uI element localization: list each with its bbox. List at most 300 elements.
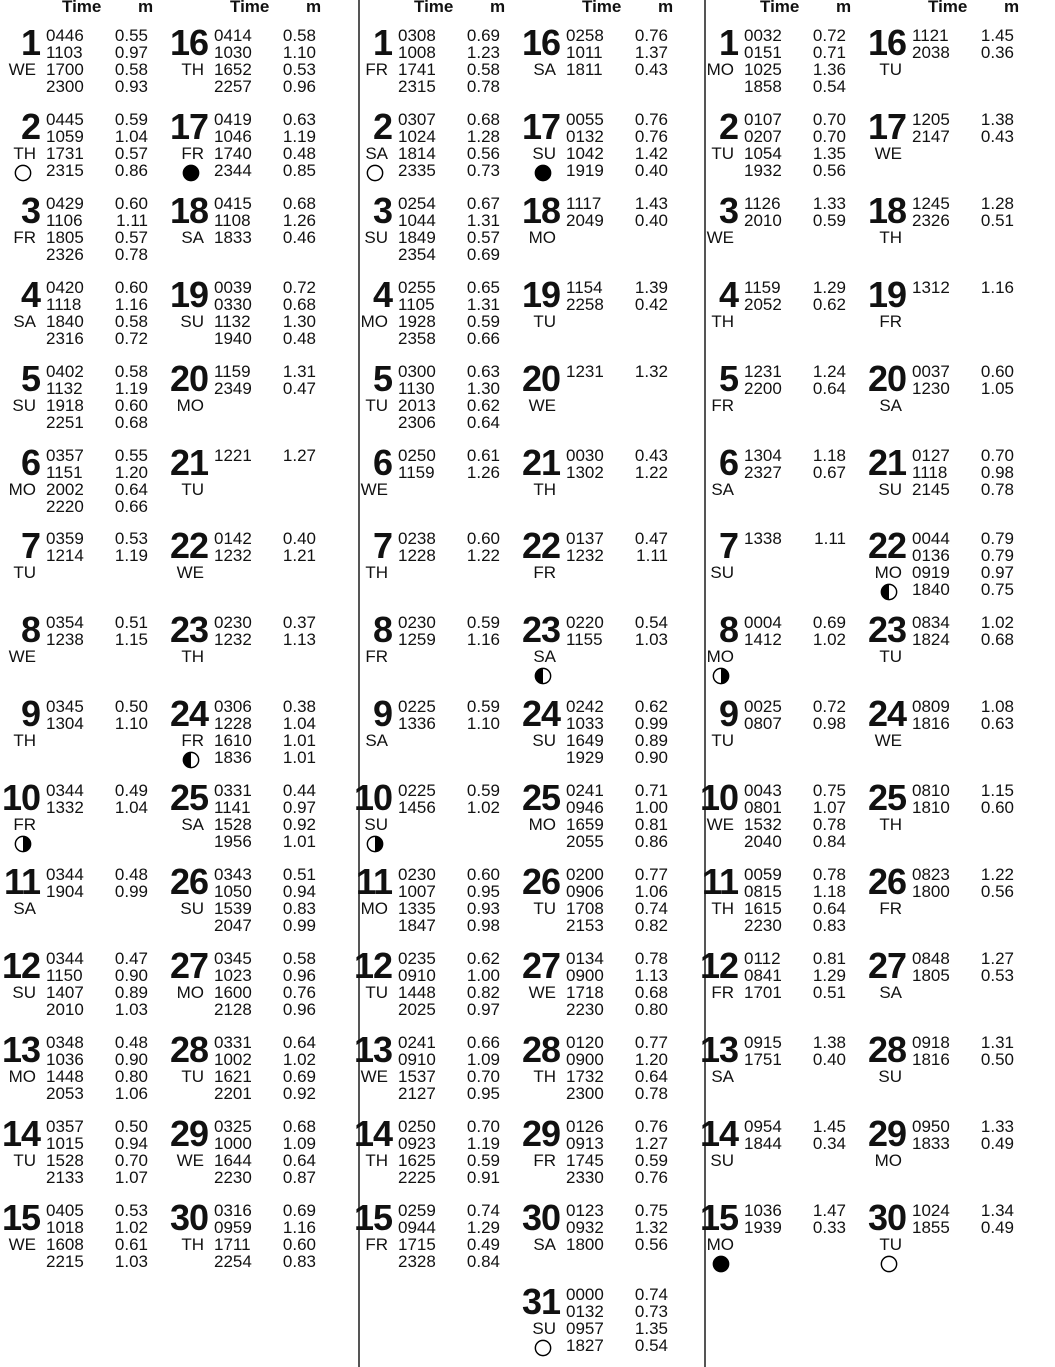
tide-height: 1.02 bbox=[282, 1049, 316, 1069]
tide-row bbox=[912, 195, 1014, 212]
tide-time: 1130 bbox=[398, 378, 435, 398]
tide-height: 0.54 bbox=[812, 77, 846, 96]
weekday-label: SU bbox=[878, 479, 902, 499]
tide-rows bbox=[912, 27, 1014, 61]
tide-time: 1150 bbox=[46, 965, 83, 985]
tide-row bbox=[744, 363, 846, 380]
tide-height: 1.34 bbox=[980, 1200, 1014, 1220]
tide-time: 0225 bbox=[398, 781, 436, 801]
tide-time: 2230 bbox=[744, 916, 782, 935]
day-number: 6 bbox=[718, 441, 738, 483]
tide-rows bbox=[398, 447, 500, 481]
tide-time: 0235 bbox=[398, 948, 436, 968]
tide-time: 0132 bbox=[566, 126, 604, 146]
tide-height: 0.56 bbox=[634, 1234, 668, 1254]
tide-row bbox=[214, 44, 316, 61]
tide-time: 2300 bbox=[46, 77, 84, 96]
tide-row bbox=[566, 698, 668, 715]
tide-row bbox=[912, 464, 1014, 481]
tide-height: 0.85 bbox=[282, 160, 316, 180]
tide-height: 0.60 bbox=[114, 395, 148, 415]
tide-time: 1816 bbox=[912, 1049, 950, 1069]
weekday-label: SA bbox=[181, 227, 204, 247]
tide-row bbox=[566, 111, 668, 128]
tide-time: 0000 bbox=[566, 1284, 604, 1304]
day-entry bbox=[168, 106, 336, 189]
tide-time: 0230 bbox=[398, 865, 436, 884]
tide-height: 0.63 bbox=[980, 714, 1014, 734]
tide-height: 0.74 bbox=[466, 1200, 500, 1220]
tide-height: 0.94 bbox=[282, 882, 316, 901]
tide-time: 0043 bbox=[744, 781, 782, 801]
tide-height: 0.59 bbox=[466, 1150, 500, 1170]
tide-time: 2326 bbox=[912, 210, 950, 230]
tide-height: 1.10 bbox=[282, 43, 316, 62]
tide-row bbox=[214, 229, 316, 246]
tide-height: 0.69 bbox=[812, 613, 846, 633]
tide-time: 1940 bbox=[214, 328, 252, 348]
tide-height: 0.64 bbox=[282, 1032, 316, 1052]
weekday-label: TU bbox=[181, 1066, 204, 1086]
tide-row bbox=[398, 61, 500, 78]
tide-row bbox=[398, 195, 500, 212]
tide-rows bbox=[744, 950, 846, 1001]
tide-row bbox=[744, 1118, 846, 1135]
tide-time: 1840 bbox=[46, 311, 84, 331]
tide-rows bbox=[744, 1034, 846, 1068]
tide-row bbox=[744, 1051, 846, 1068]
tide-row bbox=[912, 1202, 1014, 1219]
tide-time: 0446 bbox=[46, 26, 84, 45]
tide-height: 0.76 bbox=[634, 1116, 668, 1136]
tide-rows bbox=[46, 950, 148, 1018]
tide-row bbox=[566, 1320, 668, 1337]
tide-time: 1412 bbox=[744, 630, 782, 650]
tide-height: 0.78 bbox=[812, 865, 846, 884]
tide-row bbox=[912, 698, 1014, 715]
tide-row bbox=[214, 1152, 316, 1169]
tide-rows bbox=[46, 530, 148, 564]
tide-row bbox=[214, 313, 316, 330]
day-number: 21 bbox=[169, 441, 208, 483]
tide-height: 1.04 bbox=[282, 714, 316, 734]
tide-height: 1.15 bbox=[114, 630, 148, 650]
tide-height: 1.22 bbox=[980, 865, 1014, 884]
tide-time: 0900 bbox=[566, 965, 604, 985]
tide-height: 1.03 bbox=[634, 630, 668, 650]
day-number: 25 bbox=[867, 777, 906, 819]
day-number: 17 bbox=[169, 105, 208, 147]
tide-row bbox=[46, 498, 148, 515]
tide-time: 0402 bbox=[46, 361, 84, 381]
tide-time: 0151 bbox=[744, 43, 782, 62]
tide-time: 0137 bbox=[566, 529, 604, 549]
weekday-label: WE bbox=[874, 143, 902, 163]
tide-height: 1.23 bbox=[466, 43, 500, 62]
tide-height: 0.53 bbox=[282, 60, 316, 79]
day-entry bbox=[168, 861, 336, 944]
tide-rows bbox=[214, 530, 316, 564]
tide-time: 0307 bbox=[398, 109, 436, 129]
day-number: 20 bbox=[867, 357, 906, 399]
tide-row bbox=[398, 614, 500, 631]
tide-row bbox=[566, 950, 668, 967]
tide-row bbox=[398, 984, 500, 1001]
day-entry bbox=[168, 1197, 336, 1280]
tide-height: 1.35 bbox=[634, 1318, 668, 1338]
tide-height: 0.83 bbox=[282, 899, 316, 918]
tide-time: 1118 bbox=[912, 462, 948, 482]
tide-time: 1230 bbox=[912, 378, 950, 398]
tide-time: 2335 bbox=[398, 160, 436, 180]
tide-time: 0258 bbox=[566, 26, 604, 45]
tide-time: 1245 bbox=[912, 193, 950, 213]
tide-height: 0.75 bbox=[980, 580, 1014, 600]
tide-row bbox=[912, 715, 1014, 732]
tide-time: 2047 bbox=[214, 916, 252, 935]
day-number: 26 bbox=[521, 861, 560, 902]
tide-time: 2010 bbox=[46, 999, 84, 1019]
day-entry bbox=[866, 1113, 1034, 1196]
tide-height: 0.64 bbox=[812, 899, 846, 918]
tide-rows bbox=[566, 866, 668, 934]
weekday-label: SA bbox=[711, 1066, 734, 1086]
last-quarter-icon bbox=[880, 583, 898, 601]
tide-row bbox=[744, 530, 846, 547]
tide-rows bbox=[46, 1118, 148, 1186]
tide-time: 1205 bbox=[912, 109, 950, 129]
tide-height: 1.29 bbox=[812, 277, 846, 297]
weekday-label: SA bbox=[365, 731, 388, 751]
day-number: 6 bbox=[372, 441, 392, 483]
tide-row bbox=[46, 313, 148, 330]
tide-rows bbox=[46, 195, 148, 263]
day-number: 30 bbox=[169, 1196, 208, 1238]
day-number: 30 bbox=[867, 1196, 906, 1238]
tide-height: 0.70 bbox=[812, 109, 846, 129]
tide-row bbox=[46, 1034, 148, 1051]
day-number: 23 bbox=[521, 609, 560, 651]
tide-height: 0.79 bbox=[980, 529, 1014, 549]
tide-height: 0.83 bbox=[812, 916, 846, 935]
tide-time: 0906 bbox=[566, 882, 604, 901]
tide-height: 0.60 bbox=[466, 865, 500, 884]
tide-row bbox=[744, 78, 846, 95]
day-number: 26 bbox=[169, 861, 208, 902]
tide-height: 0.99 bbox=[282, 916, 316, 935]
tide-row bbox=[566, 782, 668, 799]
tide-time: 1228 bbox=[214, 714, 252, 734]
tide-time: 1024 bbox=[912, 1200, 950, 1220]
tide-time: 1448 bbox=[46, 1066, 84, 1086]
tide-time: 0259 bbox=[398, 1200, 436, 1220]
tide-height: 0.99 bbox=[634, 714, 668, 734]
day-number: 18 bbox=[867, 189, 906, 231]
tide-time: 2349 bbox=[214, 378, 252, 398]
tide-time: 1338 bbox=[744, 529, 782, 549]
tide-time: 1231 bbox=[744, 361, 782, 381]
tide-time: 1000 bbox=[214, 1133, 252, 1153]
tide-time: 1008 bbox=[398, 43, 436, 62]
tide-row bbox=[912, 44, 1014, 61]
tide-row bbox=[46, 447, 148, 464]
tide-time: 1448 bbox=[398, 982, 436, 1002]
day-number: 8 bbox=[718, 609, 738, 651]
first-quarter-icon bbox=[366, 835, 384, 853]
day-entry bbox=[698, 442, 866, 525]
weekday-label: SU bbox=[532, 731, 556, 751]
tide-height: 0.95 bbox=[466, 882, 500, 901]
tide-row bbox=[214, 363, 316, 380]
tide-height: 0.84 bbox=[812, 832, 846, 852]
day-number: 13 bbox=[1, 1028, 40, 1070]
tide-time: 1456 bbox=[398, 798, 436, 818]
tide-row bbox=[46, 78, 148, 95]
tide-height: 1.20 bbox=[114, 462, 148, 482]
tide-time: 1847 bbox=[398, 916, 436, 935]
tide-rows bbox=[744, 363, 846, 397]
tide-height: 0.82 bbox=[634, 916, 668, 935]
day-entry bbox=[168, 945, 336, 1028]
day-number: 16 bbox=[521, 22, 560, 63]
tide-row bbox=[214, 1118, 316, 1135]
day-number: 20 bbox=[169, 357, 208, 399]
tide-time: 2300 bbox=[566, 1083, 604, 1103]
day-number: 15 bbox=[353, 1196, 392, 1238]
tide-height: 0.98 bbox=[812, 714, 846, 734]
weekday-label: WE bbox=[706, 815, 734, 835]
tide-row bbox=[398, 111, 500, 128]
tide-height: 0.51 bbox=[114, 613, 148, 633]
tide-row bbox=[912, 111, 1014, 128]
tide-row bbox=[398, 212, 500, 229]
tide-row bbox=[214, 698, 316, 715]
tide-time: 2330 bbox=[566, 1167, 604, 1187]
tide-height: 0.76 bbox=[634, 26, 668, 45]
tide-time: 1015 bbox=[46, 1133, 84, 1153]
tide-row bbox=[398, 1169, 500, 1186]
day-number: 13 bbox=[699, 1028, 738, 1070]
tide-height: 1.26 bbox=[282, 210, 316, 230]
tide-time: 1615 bbox=[744, 899, 782, 918]
tide-row bbox=[46, 866, 148, 883]
tide-row bbox=[398, 1253, 500, 1270]
tide-row bbox=[214, 212, 316, 229]
day-number: 26 bbox=[867, 861, 906, 902]
tide-row bbox=[566, 1034, 668, 1051]
tide-rows bbox=[214, 1034, 316, 1102]
tide-time: 1126 bbox=[744, 193, 781, 213]
weekday-label: WE bbox=[706, 227, 734, 247]
day-entry bbox=[352, 693, 520, 776]
day-entry bbox=[520, 693, 688, 776]
tide-rows bbox=[398, 1034, 500, 1102]
tide-time: 0207 bbox=[744, 126, 782, 146]
tide-time: 1025 bbox=[744, 60, 782, 79]
tide-row bbox=[744, 195, 846, 212]
tide-row bbox=[566, 162, 668, 179]
tide-height: 0.33 bbox=[812, 1217, 846, 1237]
tide-height: 0.40 bbox=[634, 210, 668, 230]
tide-row bbox=[912, 1051, 1014, 1068]
tide-row bbox=[744, 967, 846, 984]
tide-time: 2200 bbox=[744, 378, 782, 398]
day-entry bbox=[168, 274, 336, 357]
day-entry bbox=[168, 609, 336, 692]
tide-rows bbox=[46, 866, 148, 900]
day-entry bbox=[0, 1113, 168, 1196]
tide-height: 1.18 bbox=[812, 445, 846, 465]
day-entry bbox=[866, 358, 1034, 441]
day-entry bbox=[168, 525, 336, 608]
tide-rows bbox=[566, 111, 668, 179]
tide-row bbox=[214, 380, 316, 397]
tide-rows bbox=[398, 279, 500, 347]
tide-height: 0.53 bbox=[980, 965, 1014, 985]
tide-time: 0107 bbox=[744, 109, 782, 129]
tide-height: 0.48 bbox=[114, 1032, 148, 1052]
tide-rows bbox=[46, 279, 148, 347]
tide-height: 0.69 bbox=[282, 1066, 316, 1086]
tide-time: 1731 bbox=[46, 143, 84, 163]
tide-time: 0841 bbox=[744, 965, 782, 985]
tide-row bbox=[46, 1169, 148, 1186]
tide-height: 0.47 bbox=[282, 378, 316, 398]
tide-time: 1528 bbox=[214, 815, 252, 835]
weekday-label: FR bbox=[13, 815, 36, 835]
tide-time: 1221 bbox=[214, 445, 252, 465]
tide-row bbox=[46, 44, 148, 61]
tide-time: 2002 bbox=[46, 479, 84, 499]
tide-row bbox=[566, 883, 668, 900]
tide-row bbox=[566, 1303, 668, 1320]
tide-height: 0.97 bbox=[282, 798, 316, 818]
tide-time: 0255 bbox=[398, 277, 436, 297]
tide-row bbox=[214, 614, 316, 631]
tide-height: 1.00 bbox=[634, 798, 668, 818]
tide-row bbox=[398, 1219, 500, 1236]
tide-height: 1.03 bbox=[114, 999, 148, 1019]
day-entry bbox=[0, 274, 168, 357]
tide-height: 1.06 bbox=[114, 1083, 148, 1103]
tide-height: 0.59 bbox=[466, 613, 500, 633]
tide-height: 0.60 bbox=[114, 193, 148, 213]
tide-time: 0419 bbox=[214, 109, 252, 129]
tide-row bbox=[912, 614, 1014, 631]
tide-time: 1002 bbox=[214, 1049, 252, 1069]
tide-time: 0325 bbox=[214, 1116, 252, 1136]
tide-row bbox=[398, 330, 500, 347]
tide-row bbox=[398, 1236, 500, 1253]
tide-height: 1.27 bbox=[282, 445, 316, 465]
tide-height: 0.56 bbox=[466, 143, 500, 163]
tide-height: 0.61 bbox=[114, 1234, 148, 1254]
day-entry bbox=[698, 945, 866, 1028]
tide-row bbox=[46, 397, 148, 414]
tide-height: 0.90 bbox=[634, 748, 668, 768]
day-entry bbox=[168, 22, 336, 105]
last-quarter-icon bbox=[534, 667, 552, 685]
first-quarter-icon bbox=[14, 835, 32, 853]
tide-row bbox=[566, 195, 668, 212]
tide-height: 0.58 bbox=[114, 60, 148, 79]
tide-time: 1232 bbox=[566, 546, 604, 566]
tide-height: 0.57 bbox=[114, 227, 148, 247]
day-number: 2 bbox=[20, 105, 40, 147]
tide-row bbox=[744, 816, 846, 833]
day-entry bbox=[168, 1113, 336, 1196]
tide-height: 1.11 bbox=[814, 529, 846, 549]
day-number: 28 bbox=[867, 1028, 906, 1070]
tide-height: 1.04 bbox=[114, 798, 148, 818]
tide-time: 1155 bbox=[566, 630, 603, 650]
height-column-header: m bbox=[138, 0, 154, 16]
tide-row bbox=[566, 1169, 668, 1186]
tide-time: 0957 bbox=[566, 1318, 604, 1338]
tide-time: 0815 bbox=[744, 882, 782, 901]
tide-height: 0.57 bbox=[114, 143, 148, 163]
tide-height: 0.60 bbox=[282, 1234, 316, 1254]
tide-time: 1036 bbox=[744, 1200, 782, 1220]
tide-time: 1132 bbox=[214, 311, 251, 331]
tide-row bbox=[912, 212, 1014, 229]
weekday-label: WE bbox=[8, 60, 36, 79]
tide-rows bbox=[214, 447, 316, 464]
day-entry bbox=[866, 274, 1034, 357]
weekday-label: TH bbox=[533, 1066, 556, 1086]
tide-row bbox=[744, 866, 846, 883]
tide-height: 0.72 bbox=[812, 697, 846, 717]
tide-height: 0.50 bbox=[980, 1049, 1014, 1069]
tide-time: 0037 bbox=[912, 361, 950, 381]
day-number: 9 bbox=[20, 693, 40, 735]
day-number: 19 bbox=[169, 273, 208, 315]
tide-rows bbox=[566, 1202, 668, 1253]
tide-height: 1.09 bbox=[282, 1133, 316, 1153]
tide-rows bbox=[744, 111, 846, 179]
day-number: 12 bbox=[1, 944, 40, 986]
tide-height: 1.19 bbox=[466, 1133, 500, 1153]
tide-height: 0.89 bbox=[634, 731, 668, 751]
tide-time: 0348 bbox=[46, 1032, 84, 1052]
tide-height: 1.31 bbox=[282, 361, 316, 381]
tide-row bbox=[566, 749, 668, 766]
tide-rows bbox=[46, 1034, 148, 1102]
weekday-label: TH bbox=[13, 731, 36, 751]
tide-row bbox=[744, 631, 846, 648]
tide-row bbox=[566, 27, 668, 44]
height-column-header: m bbox=[306, 0, 322, 16]
tide-row bbox=[744, 950, 846, 967]
tide-time: 0801 bbox=[744, 798, 782, 818]
tide-height: 0.60 bbox=[980, 361, 1014, 381]
tide-rows bbox=[398, 530, 500, 564]
day-entry bbox=[520, 861, 688, 944]
tide-row bbox=[46, 631, 148, 648]
tide-height: 0.43 bbox=[634, 60, 668, 79]
tide-height: 0.72 bbox=[282, 277, 316, 297]
weekday-label: SA bbox=[879, 982, 902, 1002]
tide-height: 0.64 bbox=[114, 479, 148, 499]
day-entry bbox=[698, 777, 866, 860]
tide-time: 2147 bbox=[912, 126, 950, 146]
day-entry bbox=[0, 1197, 168, 1280]
day-entry bbox=[520, 106, 688, 189]
weekday-label: FR bbox=[365, 1234, 388, 1254]
weekday-label: SU bbox=[532, 1318, 556, 1338]
tide-time: 1033 bbox=[566, 714, 604, 734]
tide-time: 0120 bbox=[566, 1032, 604, 1052]
